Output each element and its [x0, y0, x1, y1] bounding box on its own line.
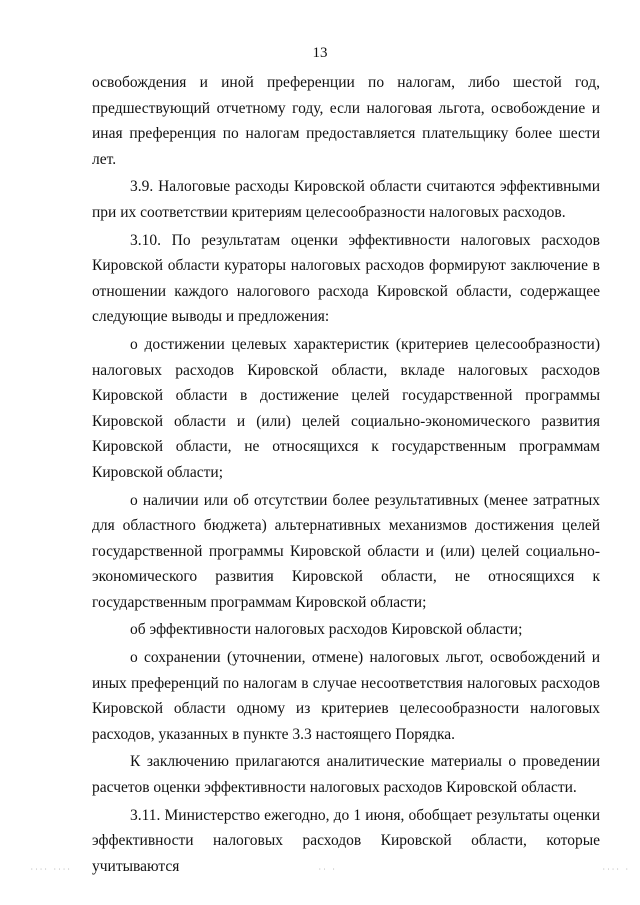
paragraph-continuation: освобождения и иной преференции по налогам, либо шестой год, предшествующий отчетному году, если налоговая льгота, освобождение и иная преференция по налогам предоставляется плательщику более шести лет.	[92, 74, 600, 168]
page-number: 13	[312, 45, 328, 61]
list-item-efficiency: об эффективности налоговых расходов Кировской области;	[130, 621, 523, 639]
list-item-target-characteristics: о достижении целевых характеристик (критериев целесообразности) налоговых расходов Кировской области, вкладе налоговых расходов Кировской области в достижение целей государственной программы Кировской области и (или) целей социально-экономического развития Кировской области, не относящихся к государственным программам Кировской области;	[92, 335, 600, 481]
list-item-preservation: о сохранении (уточнении, отмене) налоговых льгот, освобождений и иных преференций по налогам в случае несоответствия налоговых расходов Кировской области одному из критериев целесообразности налоговых расходов, указанных в пункте 3.3 настоящего Порядка.	[92, 649, 600, 743]
paragraph-3-11: 3.11. Министерство ежегодно, до 1 июня, обобщает результаты оценки эффективности налоговых расходов Кировской области, которые учитываются	[92, 806, 600, 875]
paragraph-3-10: 3.10. По результатам оценки эффективности налоговых расходов Кировской области кураторы налоговых расходов формируют заключение в отношении каждого налогового расхода Кировской области, содержащее следующие выводы и предложения:	[92, 231, 600, 326]
scan-edge-marks	[0, 866, 640, 886]
scan-mark-left: ···· ····	[30, 866, 72, 873]
paragraph-3-9: 3.9. Налоговые расходы Кировской области считаются эффективными при их соответствии критериям целесообразности налоговых расходов.	[92, 178, 600, 221]
list-item-alternative-mechanisms: о наличии или об отсутствии более результативных (менее затратных для областного бюджета) альтернативных механизмов достижения целей государственной программы Кировской области и (или) целей социально-экономического развития Кировской области, не относящихся к государственным программам Кировской области;	[92, 491, 600, 611]
scan-mark-center: ·· ·	[318, 866, 337, 873]
scan-mark-right: ···· ·	[602, 866, 630, 873]
paragraph-attachments: К заключению прилагаются аналитические материалы о проведении расчетов оценки эффективности налоговых расходов Кировской области.	[92, 753, 600, 797]
document-body	[92, 70, 600, 879]
